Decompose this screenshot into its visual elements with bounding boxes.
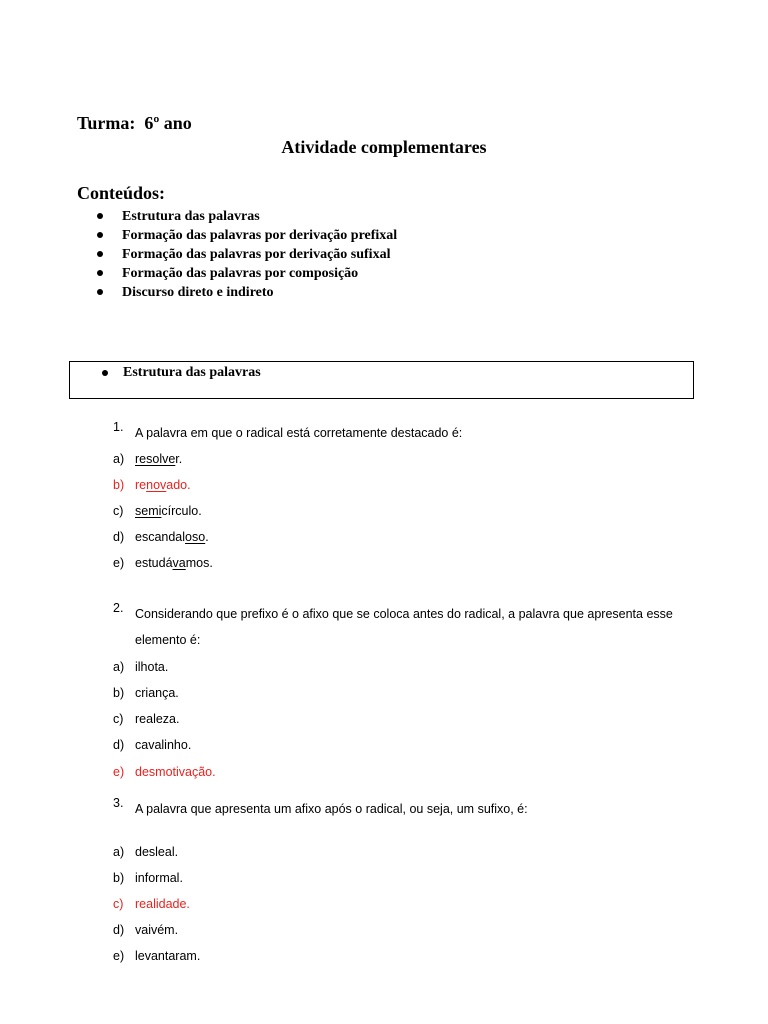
question-text: A palavra em que o radical está corretamente destacado é: <box>135 426 463 440</box>
list-item: Discurso direto e indireto <box>95 283 397 302</box>
bullet-icon <box>102 370 108 376</box>
radical-highlight: semi <box>135 504 162 518</box>
contents-list <box>95 207 397 302</box>
question-number: 2. <box>113 601 124 615</box>
class-label: Turma: 6º ano <box>77 113 192 133</box>
list-item: Formação das palavras por composição <box>95 264 397 283</box>
question-text: A palavra que apresenta um afixo após o radical, ou seja, um sufixo, é: <box>135 802 528 816</box>
bullet-icon <box>97 251 103 257</box>
radical-highlight: va <box>172 556 186 570</box>
radical-highlight: nov <box>146 478 167 492</box>
question-number: 3. <box>113 796 124 810</box>
bullet-icon <box>97 232 103 238</box>
radical-highlight: resolve <box>135 452 176 466</box>
bullet-icon <box>97 270 103 276</box>
question-text: Considerando que prefixo é o afixo que se coloca antes do radical, a palavra que apresenta esse elemento é: <box>135 607 673 647</box>
list-item: Estrutura das palavras <box>95 207 397 226</box>
radical-highlight: oso <box>185 530 206 544</box>
question-number: 1. <box>113 420 124 434</box>
bullet-icon <box>97 289 103 295</box>
section-header-box <box>69 361 694 399</box>
list-item: Formação das palavras por derivação sufixal <box>95 245 397 264</box>
section-label: Estrutura das palavras <box>123 365 261 380</box>
page-title: Atividade complementares <box>281 137 487 157</box>
list-item: Formação das palavras por derivação prefixal <box>95 226 397 245</box>
bullet-icon <box>97 213 103 219</box>
contents-heading: Conteúdos: <box>77 183 166 203</box>
